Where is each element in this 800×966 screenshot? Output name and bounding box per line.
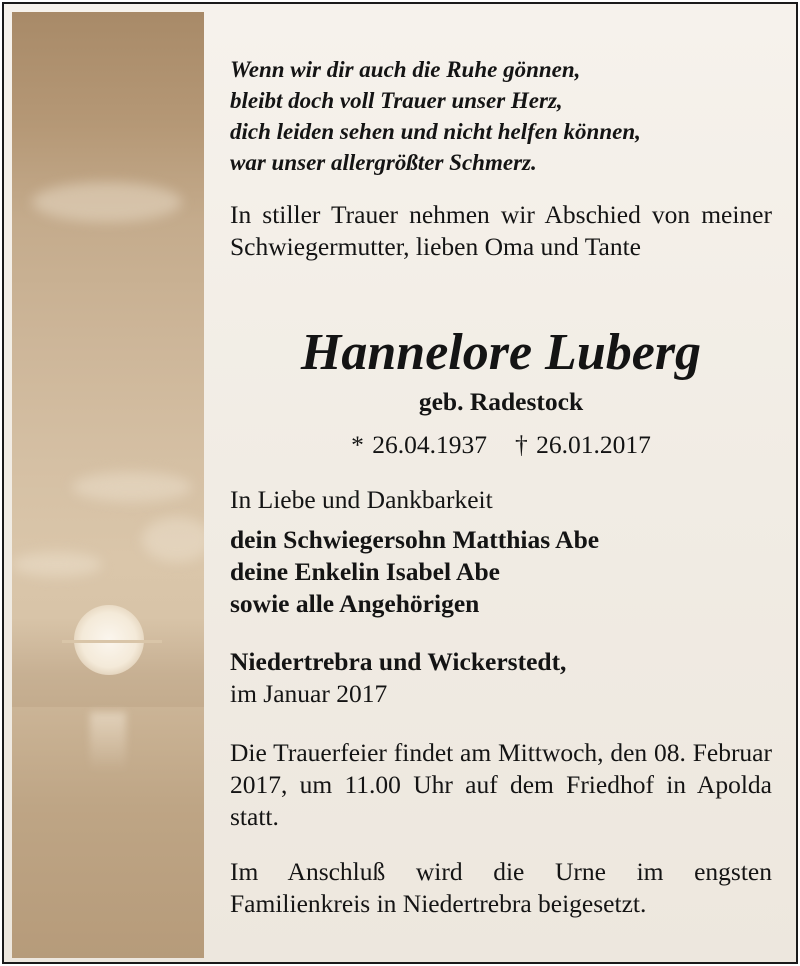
death-date: † 26.01.2017	[515, 430, 651, 459]
date-line: im Januar 2017	[230, 679, 388, 708]
memorial-poem	[230, 54, 772, 178]
poem-line: bleibt doch voll Trauer unser Herz,	[230, 88, 563, 113]
mourner-line: sowie alle Angehörigen	[230, 589, 480, 618]
poem-line: dich leiden sehen und nicht helfen können,	[230, 119, 641, 144]
poem-line: war unser allergrößter Schmerz.	[230, 150, 537, 175]
intro-text: In stiller Trauer nehmen wir Abschied von meiner Schwiegermutter, lieben Oma und Tante	[230, 200, 772, 261]
sunset-photo	[12, 12, 204, 958]
poem-line: Wenn wir dir auch die Ruhe gönnen,	[230, 57, 581, 82]
birth-name: geb. Radestock	[418, 387, 584, 416]
place-line: Niedertrebra und Wickerstedt,	[230, 647, 567, 676]
cloud-shape	[72, 472, 192, 502]
sun-reflection	[90, 712, 126, 772]
mourner-line: dein Schwiegersohn Matthias Abe	[230, 525, 600, 554]
birth-date: * 26.04.1937	[351, 430, 487, 459]
deceased-name: Hannelore Luberg	[300, 324, 702, 381]
cloud-shape	[12, 552, 102, 577]
cloud-shape	[142, 517, 204, 562]
mourners-list	[230, 524, 772, 620]
obituary-notice	[2, 2, 798, 964]
cloud-shape	[32, 182, 182, 222]
sun-band	[62, 640, 162, 643]
funeral-service-info: Die Trauerfeier findet am Mittwoch, den 08. Februar 2017, um 11.00 Uhr auf dem Friedhof in Apolda statt.	[230, 738, 772, 831]
life-dates	[230, 429, 772, 461]
closing-phrase: In Liebe und Dankbarkeit	[230, 485, 493, 514]
mourner-line: deine Enkelin Isabel Abe	[230, 557, 500, 586]
urn-burial-info: Im Anschluß wird die Urne im engsten Familienkreis in Niedertrebra beigesetzt.	[230, 857, 772, 918]
